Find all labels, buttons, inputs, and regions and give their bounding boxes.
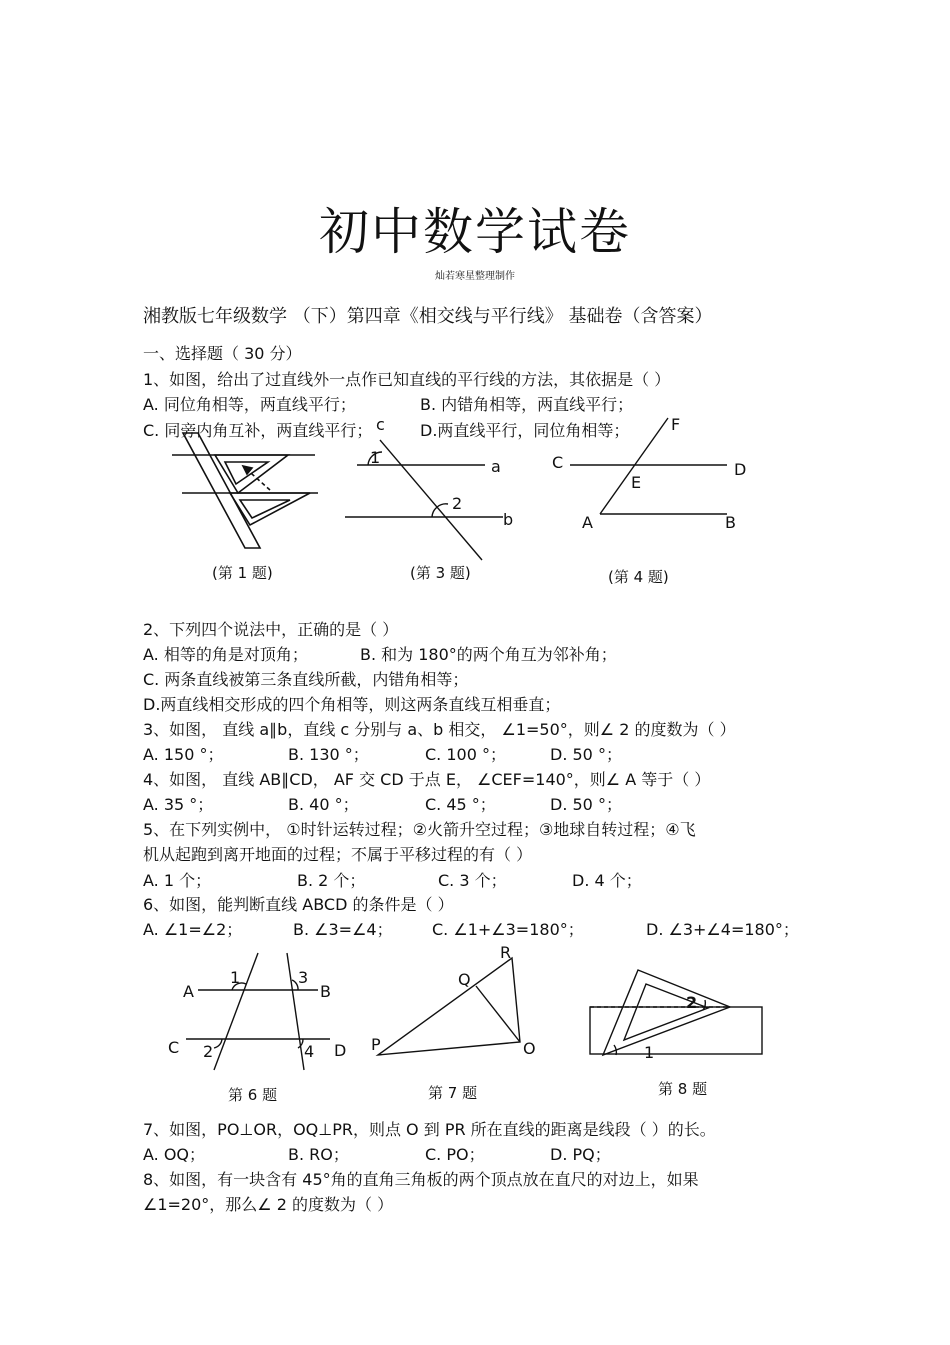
fig8-label-2: 2 [686, 993, 698, 1012]
q7-option-c: C. PO； [425, 1145, 485, 1164]
fig4-label-b: B [725, 513, 736, 532]
q6-caption: 第 6 题 [228, 1086, 278, 1104]
question-8-line-1: 8、如图，有一块含有 45°角的直角三角板的两个顶点放在直尺的对边上，如果 [143, 1170, 699, 1189]
q2-option-b: B. 和为 180°的两个角互为邻补角； [360, 645, 617, 664]
section-title: 一、选择题（ 30 分） [143, 344, 302, 363]
fig4-label-f: F [671, 415, 681, 434]
q4-option-c: C. 45 °； [425, 795, 496, 814]
q7-option-a: A. OQ； [143, 1145, 206, 1164]
figure-7 [378, 958, 520, 1055]
fig7-label-r: R [500, 943, 512, 962]
question-5-line-1: 5、在下列实例中， ①时针运转过程；②火箭升空过程；③地球自转过程；④飞 [143, 820, 696, 839]
exam-heading: 湘教版七年级数学 （下）第四章《相交线与平行线》 基础卷（含答案） [143, 306, 713, 327]
q6-option-c: C. ∠1+∠3=180°； [432, 920, 584, 939]
q6-option-b: B. ∠3=∠4； [293, 920, 393, 939]
q1-option-d: D.两直线平行，同位角相等； [420, 421, 630, 440]
q1-option-c: C. 同旁内角互补，两直线平行； [143, 421, 373, 440]
q5-option-b: B. 2 个； [297, 871, 366, 890]
q7-option-b: B. RO； [288, 1145, 349, 1164]
q5-option-a: A. 1 个； [143, 871, 212, 890]
q3-caption: (第 3 题) [410, 564, 471, 582]
fig7-label-q: Q [458, 970, 471, 989]
page-title: 初中数学试卷 [319, 203, 631, 261]
q1-caption: (第 1 题) [212, 564, 273, 582]
fig6-label-b: B [320, 982, 331, 1001]
question-3: 3、如图， 直线 a∥b，直线 c 分别与 a、b 相交， ∠1=50°，则∠ 2 的度数为（ ） [143, 720, 736, 739]
fig4-label-e: E [631, 473, 642, 492]
q3-option-b: B. 130 °； [288, 745, 369, 764]
q2-option-c: C. 两条直线被第三条直线所截，内错角相等； [143, 670, 469, 689]
fig6-label-1: 1 [230, 968, 241, 987]
fig6-label-2: 2 [203, 1042, 214, 1061]
question-4: 4、如图， 直线 AB∥CD， AF 交 CD 于点 E， ∠CEF=140°，则∠ A 等于（ ） [143, 770, 711, 789]
question-6: 6、如图，能判断直线 ABCD 的条件是（ ） [143, 895, 454, 914]
fig4-label-c: C [552, 453, 564, 472]
question-1: 1、如图，给出了过直线外一点作已知直线的平行线的方法，其依据是（ ） [143, 370, 671, 389]
q4-option-a: A. 35 °； [143, 795, 214, 814]
page-subtitle: 灿若寒星整理制作 [435, 271, 515, 282]
q8-caption: 第 8 题 [658, 1080, 708, 1098]
fig3-label-b: b [503, 510, 514, 529]
figure-8 [590, 970, 762, 1055]
fig6-label-a: A [183, 982, 194, 1001]
fig3-label-1: 1 [370, 448, 381, 467]
question-8-line-2: ∠1=20°，那么∠ 2 的度数为（ ） [143, 1195, 394, 1214]
fig6-label-4: 4 [304, 1042, 315, 1061]
q3-option-a: A. 150 °； [143, 745, 224, 764]
fig3-label-a: a [491, 457, 501, 476]
q4-option-b: B. 40 °； [288, 795, 359, 814]
fig3-label-2: 2 [452, 494, 463, 513]
q3-option-c: C. 100 °； [425, 745, 506, 764]
question-7: 7、如图，PO⊥OR，OQ⊥PR，则点 O 到 PR 所在直线的距离是线段（ ）的长。 [143, 1120, 716, 1139]
q7-caption: 第 7 题 [428, 1084, 478, 1102]
q5-option-c: C. 3 个； [438, 871, 507, 890]
question-2: 2、下列四个说法中，正确的是（ ） [143, 620, 399, 639]
fig4-label-a: A [582, 513, 593, 532]
q5-option-d: D. 4 个； [572, 871, 642, 890]
fig6-label-3: 3 [298, 968, 309, 987]
q6-option-d: D. ∠3+∠4=180°； [646, 920, 799, 939]
q2-option-a: A. 相等的角是对顶角； [143, 645, 308, 664]
fig6-label-d: D [334, 1041, 347, 1060]
q3-option-d: D. 50 °； [550, 745, 622, 764]
fig8-label-1: 1 [644, 1043, 655, 1062]
q7-option-d: D. PQ； [550, 1145, 611, 1164]
q1-option-a: A. 同位角相等，两直线平行； [143, 395, 356, 414]
fig6-label-c: C [168, 1038, 180, 1057]
q2-option-d: D.两直线相交形成的四个角相等，则这两条直线互相垂直； [143, 695, 561, 714]
fig4-label-d: D [734, 460, 747, 479]
q4-option-d: D. 50 °； [550, 795, 622, 814]
q4-caption: (第 4 题) [608, 568, 669, 586]
fig3-label-c: c [376, 415, 385, 434]
q6-option-a: A. ∠1=∠2； [143, 920, 243, 939]
fig7-label-o: O [523, 1039, 536, 1058]
q1-option-b: B. 内错角相等，两直线平行； [420, 395, 634, 414]
question-5-line-2: 机从起跑到离开地面的过程；不属于平移过程的有（ ） [143, 845, 533, 864]
fig7-label-p: P [371, 1035, 381, 1054]
